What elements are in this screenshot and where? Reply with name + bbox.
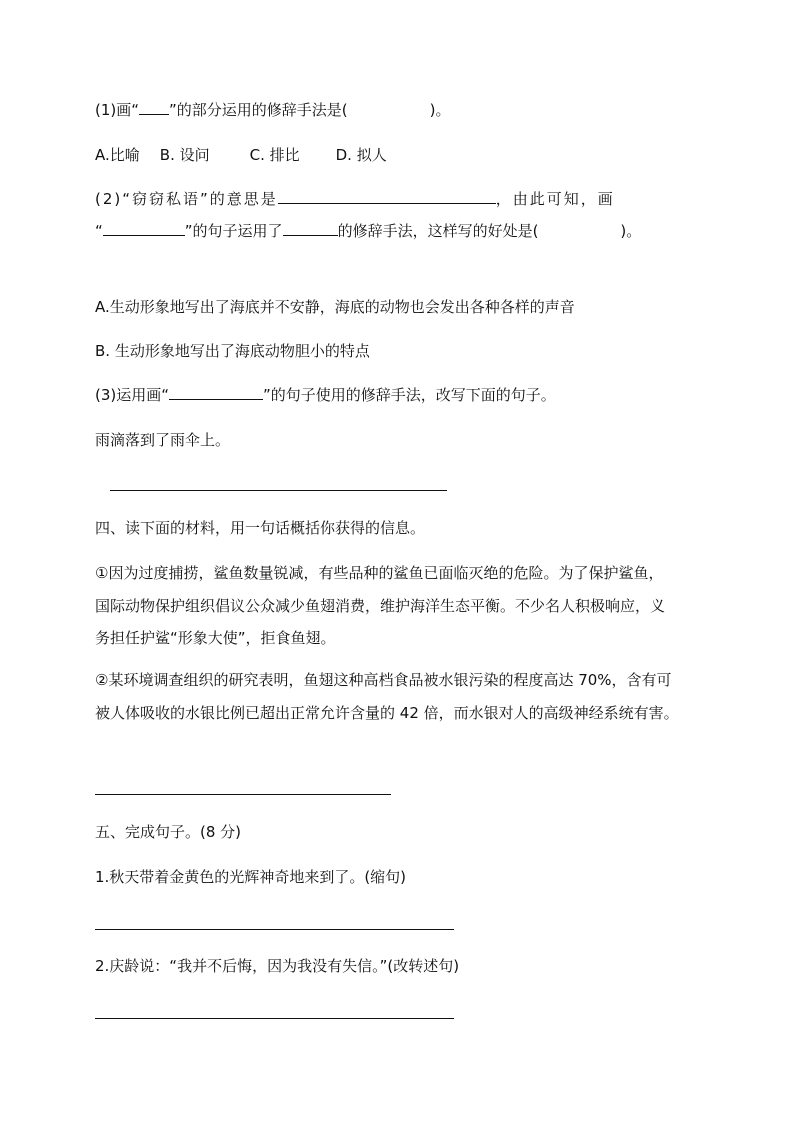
fill-blank[interactable] [278, 189, 496, 204]
section5-item-2: 2.庆龄说：“我并不后悔，因为我没有失信。”(改转述句) [95, 957, 460, 975]
q3-sub1: (1)画“ ”的部分运用的修辞手法是( )。 [95, 101, 451, 119]
section5-item-1: 1.秋天带着金黄色的光辉神奇地来到了。(缩句) [95, 868, 407, 886]
material-1-line-2: 国际动物保护组织倡议公众减少鱼翅消费，维护海洋生态平衡。不少名人积极响应，义 [95, 597, 666, 615]
option-c[interactable]: C. 排比 [249, 146, 300, 164]
material-1-line-3: 务担任护鲨“形象大使”，拒食鱼翅。 [95, 629, 336, 647]
material-2-line-1: ②某环境调查组织的研究表明，鱼翅这种高档食品被水银污染的程度高达 70%，含有可 [95, 671, 672, 689]
section5-heading: 五、完成句子。(8 分) [95, 823, 242, 841]
option-a[interactable]: A.比喻 [95, 146, 140, 164]
fill-blank[interactable] [103, 221, 185, 236]
q3-sub1-options [95, 145, 387, 165]
q3-sub2-option-a[interactable]: A.生动形象地写出了海底并不安静，海底的动物也会发出各种各样的声音 [95, 298, 575, 316]
option-d[interactable]: D. 拟人 [335, 146, 387, 164]
answer-line[interactable] [95, 929, 454, 930]
answer-line[interactable] [95, 794, 391, 795]
answer-line[interactable] [95, 1018, 454, 1019]
q3-sub3-sentence: 雨滴落到了雨伞上。 [95, 431, 231, 449]
fill-blank[interactable] [139, 100, 169, 115]
q3-sub3: (3)运用画“ ”的句子使用的修辞手法，改写下面的句子。 [95, 386, 556, 404]
material-1-line-1: ①因为过度捕捞，鲨鱼数量锐减，有些品种的鲨鱼已面临灭绝的危险。为了保护鲨鱼， [95, 564, 664, 582]
q3-sub2-option-b[interactable]: B. 生动形象地写出了海底动物胆小的特点 [95, 342, 370, 360]
section4-heading: 四、读下面的材料，用一句话概括你获得的信息。 [95, 519, 426, 537]
fill-blank[interactable] [283, 221, 338, 236]
material-2-line-2: 被人体吸收的水银比例已超出正常允许含量的 42 倍，而水银对人的高级神经系统有害。 [95, 704, 679, 722]
fill-blank[interactable] [169, 385, 263, 400]
q3-sub2-line1: (2)“窃窃私语”的意思是 ，由此可知，画 [95, 190, 615, 208]
q3-sub2-line2: “ ”的句子运用了 的修辞手法，这样写的好处是( )。 [95, 222, 642, 240]
answer-line[interactable] [110, 490, 447, 491]
option-b[interactable]: B. 设问 [159, 146, 210, 164]
